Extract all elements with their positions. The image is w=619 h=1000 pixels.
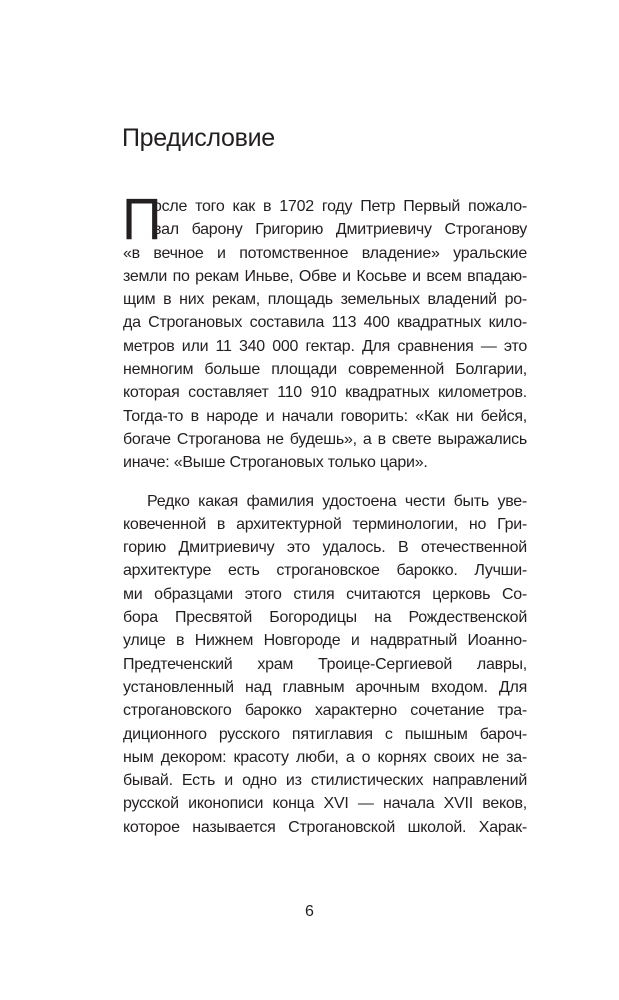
text-line: да Строгановых составила 113 400 квадратных кило-	[123, 314, 527, 332]
text-line: немногим больше площади современной Болгарии,	[123, 361, 527, 379]
drop-cap: П	[122, 187, 162, 252]
text-line: Редко какая фамилия удостоена чести быть уве-	[147, 492, 527, 510]
text-line: щим в них рекам, площадь земельных владений ро-	[123, 291, 527, 309]
text-line: горию Дмитриевичу это удалось. В отечественной	[123, 539, 527, 557]
text-line: улице в Нижнем Новгороде и надвратный Иоанно-	[123, 632, 527, 650]
paragraph-2	[123, 490, 527, 839]
text-line: иначе: «Выше Строгановых только цари».	[123, 454, 428, 472]
text-line: установленный над главным арочным входом. Для	[123, 678, 527, 696]
text-line: Предтеченский храм Троице-Сергиевой лавры,	[123, 655, 527, 673]
text-line: русской иконописи конца XVI — начала XVII веков,	[123, 795, 527, 813]
text-line: ковеченной в архитектурной терминологии, но Гри-	[123, 515, 527, 533]
text-line: метров или 11 340 000 гектар. Для сравнения — это	[123, 337, 527, 355]
text-line: ми образцами этого стиля считаются церковь Со-	[123, 585, 527, 603]
text-line: строгановского барокко характерно сочетание тра-	[123, 702, 527, 720]
text-line: богаче Строганова не будешь», а в свете выражались	[123, 430, 527, 448]
text-line: земли по рекам Иньве, Обве и Косьве и всем впадаю-	[123, 267, 527, 285]
chapter-title: Предисловие	[122, 124, 275, 152]
page-number: 6	[305, 903, 314, 920]
text-line: «в вечное и потомственное владение» уральские	[123, 244, 527, 262]
text-line: осле того как в 1702 году Петр Первый пожало-	[153, 198, 527, 215]
text-line: вал барону Григорию Дмитриевичу Строганову	[153, 221, 527, 239]
text-line: диционного русского пятиглавия с пышным бароч-	[123, 725, 527, 743]
text-line: которая составляет 110 910 квадратных километров.	[123, 384, 527, 402]
paragraph-1	[122, 187, 527, 475]
text-line: которое называется Строгановской школой. Харак-	[123, 818, 527, 836]
text-line: архитектуре есть строгановское барокко. Лучши-	[123, 562, 527, 580]
body-text	[122, 187, 527, 839]
text-line: ным декором: красоту люби, а о корнях своих не за-	[123, 748, 527, 766]
text-line: бора Пресвятой Богородицы на Рождественской	[123, 609, 527, 627]
text-line: бывай. Есть и одно из стилистических направлений	[123, 772, 527, 790]
text-line: Тогда-то в народе и начали говорить: «Как ни бейся,	[123, 407, 527, 425]
